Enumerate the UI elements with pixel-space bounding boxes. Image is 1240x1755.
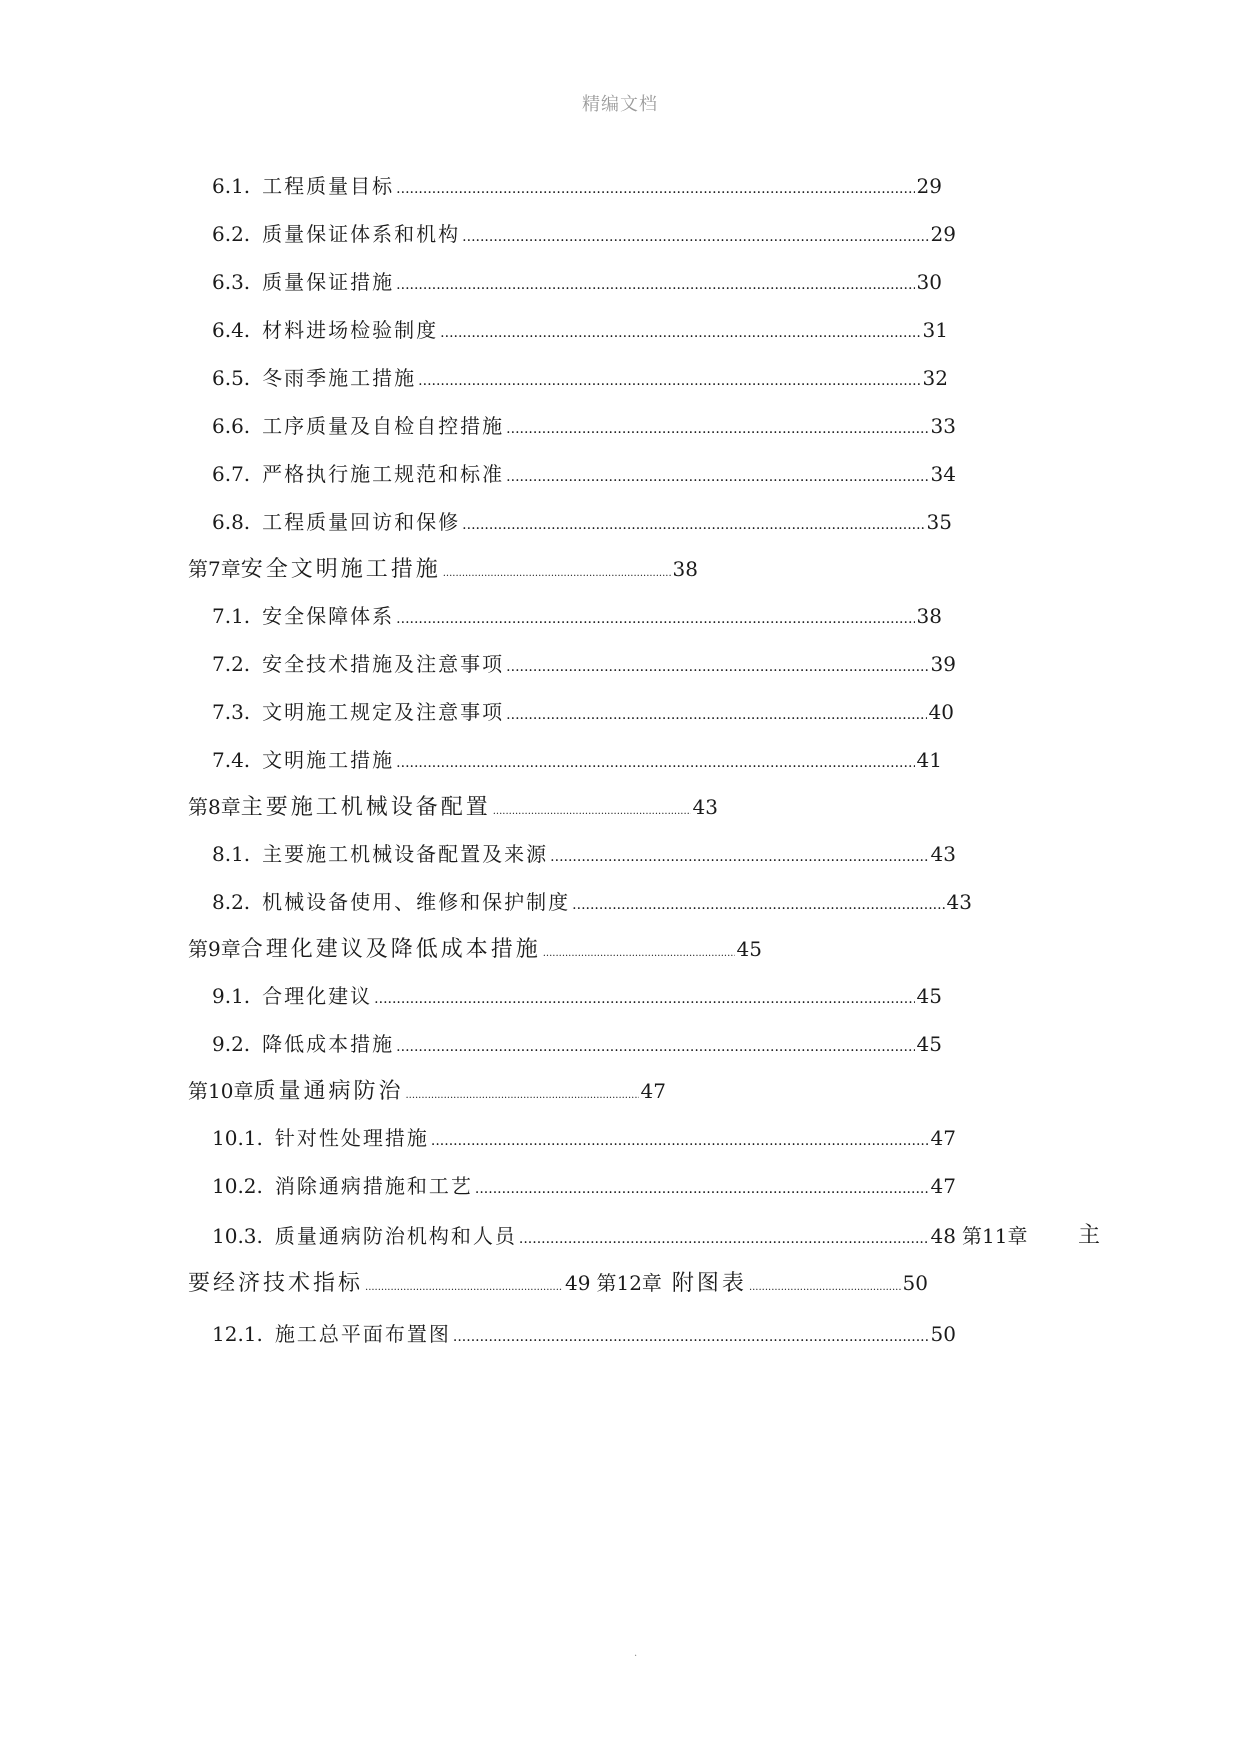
dot-leader (453, 1329, 929, 1345)
entry-title: 安全技术措施及注意事项 (262, 652, 505, 676)
entry-number: 7.1. (212, 604, 251, 628)
toc-entry[interactable] (212, 458, 956, 487)
entry-page: 39 (930, 652, 956, 676)
dot-leader (396, 611, 914, 627)
entry-title: 机械设备使用、维修和保护制度 (262, 890, 571, 914)
toc-entry[interactable] (212, 362, 948, 391)
toc-entry[interactable] (212, 1122, 956, 1151)
entry-title: 工程质量回访和保修 (262, 510, 461, 534)
dot-leader (550, 849, 928, 865)
entry-page: 41 (916, 748, 942, 772)
chapter-label: 第8章 (188, 795, 241, 819)
dot-leader (519, 1231, 929, 1247)
entry-page: 43 (946, 890, 972, 914)
entry-page: 38 (916, 604, 942, 628)
entry-title: 质量通病防治机构和人员 (274, 1224, 517, 1248)
chapter-title: 主要施工机械设备配置 (240, 795, 491, 820)
entry-number: 12.1. (212, 1322, 263, 1346)
dot-leader (475, 1181, 929, 1197)
dot-leader (462, 517, 924, 533)
toc-entry[interactable] (212, 886, 972, 915)
entry-page: 29 (930, 222, 956, 246)
entry-page: 35 (926, 510, 952, 534)
toc-chapter[interactable] (188, 552, 698, 583)
entry-title: 合理化建议 (262, 984, 373, 1008)
entry-page: 45 (916, 1032, 942, 1056)
toc-chapter[interactable] (188, 1074, 666, 1105)
entry-page: 50 (930, 1322, 956, 1346)
entry-number: 10.2. (212, 1174, 263, 1198)
entry-title: 消除通病措施和工艺 (274, 1174, 473, 1198)
entry-number: 6.2. (212, 222, 251, 246)
chapter-label: 第11章 (962, 1224, 1028, 1248)
entry-number: 9.2. (212, 1032, 251, 1056)
dot-leader (506, 707, 926, 723)
entry-number: 6.3. (212, 270, 251, 294)
toc-entry[interactable] (212, 1170, 956, 1199)
entry-title: 工序质量及自检自控措施 (262, 414, 505, 438)
entry-number: 7.4. (212, 748, 251, 772)
dot-leader (543, 948, 735, 959)
toc-entry[interactable] (212, 170, 942, 199)
entry-page: 47 (930, 1174, 956, 1198)
entry-title: 工程质量目标 (262, 174, 395, 198)
dot-leader (506, 659, 928, 675)
page-footer-mark: . (634, 1648, 638, 1659)
toc-chapter[interactable] (188, 932, 762, 963)
toc-entry[interactable] (212, 410, 956, 439)
chapter-page: 43 (692, 795, 718, 819)
toc-entry[interactable] (212, 838, 956, 867)
entry-page: 31 (922, 318, 948, 342)
toc-entry[interactable] (212, 744, 942, 773)
entry-title: 安全保障体系 (262, 604, 395, 628)
entry-page: 29 (916, 174, 942, 198)
entry-title: 文明施工规定及注意事项 (262, 700, 505, 724)
toc-chapter[interactable] (188, 790, 718, 821)
entry-number: 8.1. (212, 842, 251, 866)
dot-leader (405, 1090, 638, 1101)
chapter-label: 第12章 (596, 1271, 662, 1295)
dot-leader (493, 806, 691, 817)
dot-leader (749, 1282, 901, 1293)
dot-leader (396, 181, 914, 197)
chapter-11-title-start: 主 (1078, 1223, 1101, 1248)
dot-leader (396, 277, 914, 293)
chapter-label: 第10章 (188, 1079, 254, 1103)
dot-leader (374, 991, 914, 1007)
dot-leader (396, 755, 914, 771)
dot-leader (431, 1133, 929, 1149)
toc-entry[interactable] (212, 980, 942, 1009)
entry-page: 43 (930, 842, 956, 866)
entry-page: 45 (916, 984, 942, 1008)
toc-chapter-11-label[interactable] (962, 1220, 1072, 1249)
dot-leader (506, 421, 928, 437)
toc-entry[interactable] (212, 696, 954, 725)
chapter-title: 合理化建议及降低成本措施 (240, 937, 541, 962)
chapter-label: 第7章 (188, 557, 241, 581)
toc-entry[interactable] (212, 1028, 942, 1057)
entry-number: 6.7. (212, 462, 251, 486)
entry-number: 9.1. (212, 984, 251, 1008)
chapter-page: 38 (672, 557, 698, 581)
entry-page: 33 (930, 414, 956, 438)
dot-leader (440, 325, 920, 341)
entry-number: 7.2. (212, 652, 251, 676)
toc-entry[interactable] (212, 648, 956, 677)
chapter-page: 50 (902, 1271, 928, 1295)
toc-entry[interactable] (212, 266, 942, 295)
entry-title: 主要施工机械设备配置及来源 (262, 842, 549, 866)
entry-page: 47 (930, 1126, 956, 1150)
entry-number: 8.2. (212, 890, 251, 914)
dot-leader (462, 229, 928, 245)
entry-title: 冬雨季施工措施 (262, 366, 417, 390)
chapter-title: 质量通病防治 (253, 1079, 404, 1104)
entry-page: 34 (930, 462, 956, 486)
toc-entry[interactable] (212, 600, 942, 629)
page-header: 精编文档 (582, 94, 658, 115)
entry-number: 6.5. (212, 366, 251, 390)
toc-chapter-11-12-line[interactable] (188, 1266, 928, 1297)
toc-entry[interactable] (212, 1318, 956, 1347)
entry-number: 6.8. (212, 510, 251, 534)
entry-number: 7.3. (212, 700, 251, 724)
entry-title: 严格执行施工规范和标准 (262, 462, 505, 486)
entry-number: 10.3. (212, 1224, 263, 1248)
entry-page: 48 (930, 1224, 956, 1248)
chapter-title-cont: 要经济技术指标 (188, 1271, 364, 1296)
chapter-page: 49 (565, 1271, 591, 1295)
toc-entry[interactable] (212, 314, 948, 343)
entry-number: 6.4. (212, 318, 251, 342)
chapter-page: 45 (736, 937, 762, 961)
toc-entry[interactable] (212, 218, 956, 247)
entry-title: 降低成本措施 (262, 1032, 395, 1056)
dot-leader (396, 1039, 914, 1055)
entry-title: 质量保证体系和机构 (262, 222, 461, 246)
entry-title: 材料进场检验制度 (262, 318, 439, 342)
dot-leader (443, 568, 671, 579)
entry-number: 6.1. (212, 174, 251, 198)
chapter-title: 安全文明施工措施 (240, 557, 441, 582)
entry-page: 32 (922, 366, 948, 390)
entry-title: 施工总平面布置图 (274, 1322, 451, 1346)
dot-leader (418, 373, 920, 389)
entry-page: 40 (928, 700, 954, 724)
chapter-title: 附图表 (671, 1271, 747, 1296)
dot-leader (572, 897, 944, 913)
dot-leader (506, 469, 928, 485)
toc-entry[interactable] (212, 506, 952, 535)
entry-page: 30 (916, 270, 942, 294)
dot-leader (365, 1282, 563, 1293)
chapter-page: 47 (640, 1079, 666, 1103)
entry-title: 文明施工措施 (262, 748, 395, 772)
chapter-label: 第9章 (188, 937, 241, 961)
entry-title: 质量保证措施 (262, 270, 395, 294)
entry-title: 针对性处理措施 (274, 1126, 429, 1150)
toc-entry[interactable] (212, 1220, 956, 1249)
entry-number: 6.6. (212, 414, 251, 438)
entry-number: 10.1. (212, 1126, 263, 1150)
